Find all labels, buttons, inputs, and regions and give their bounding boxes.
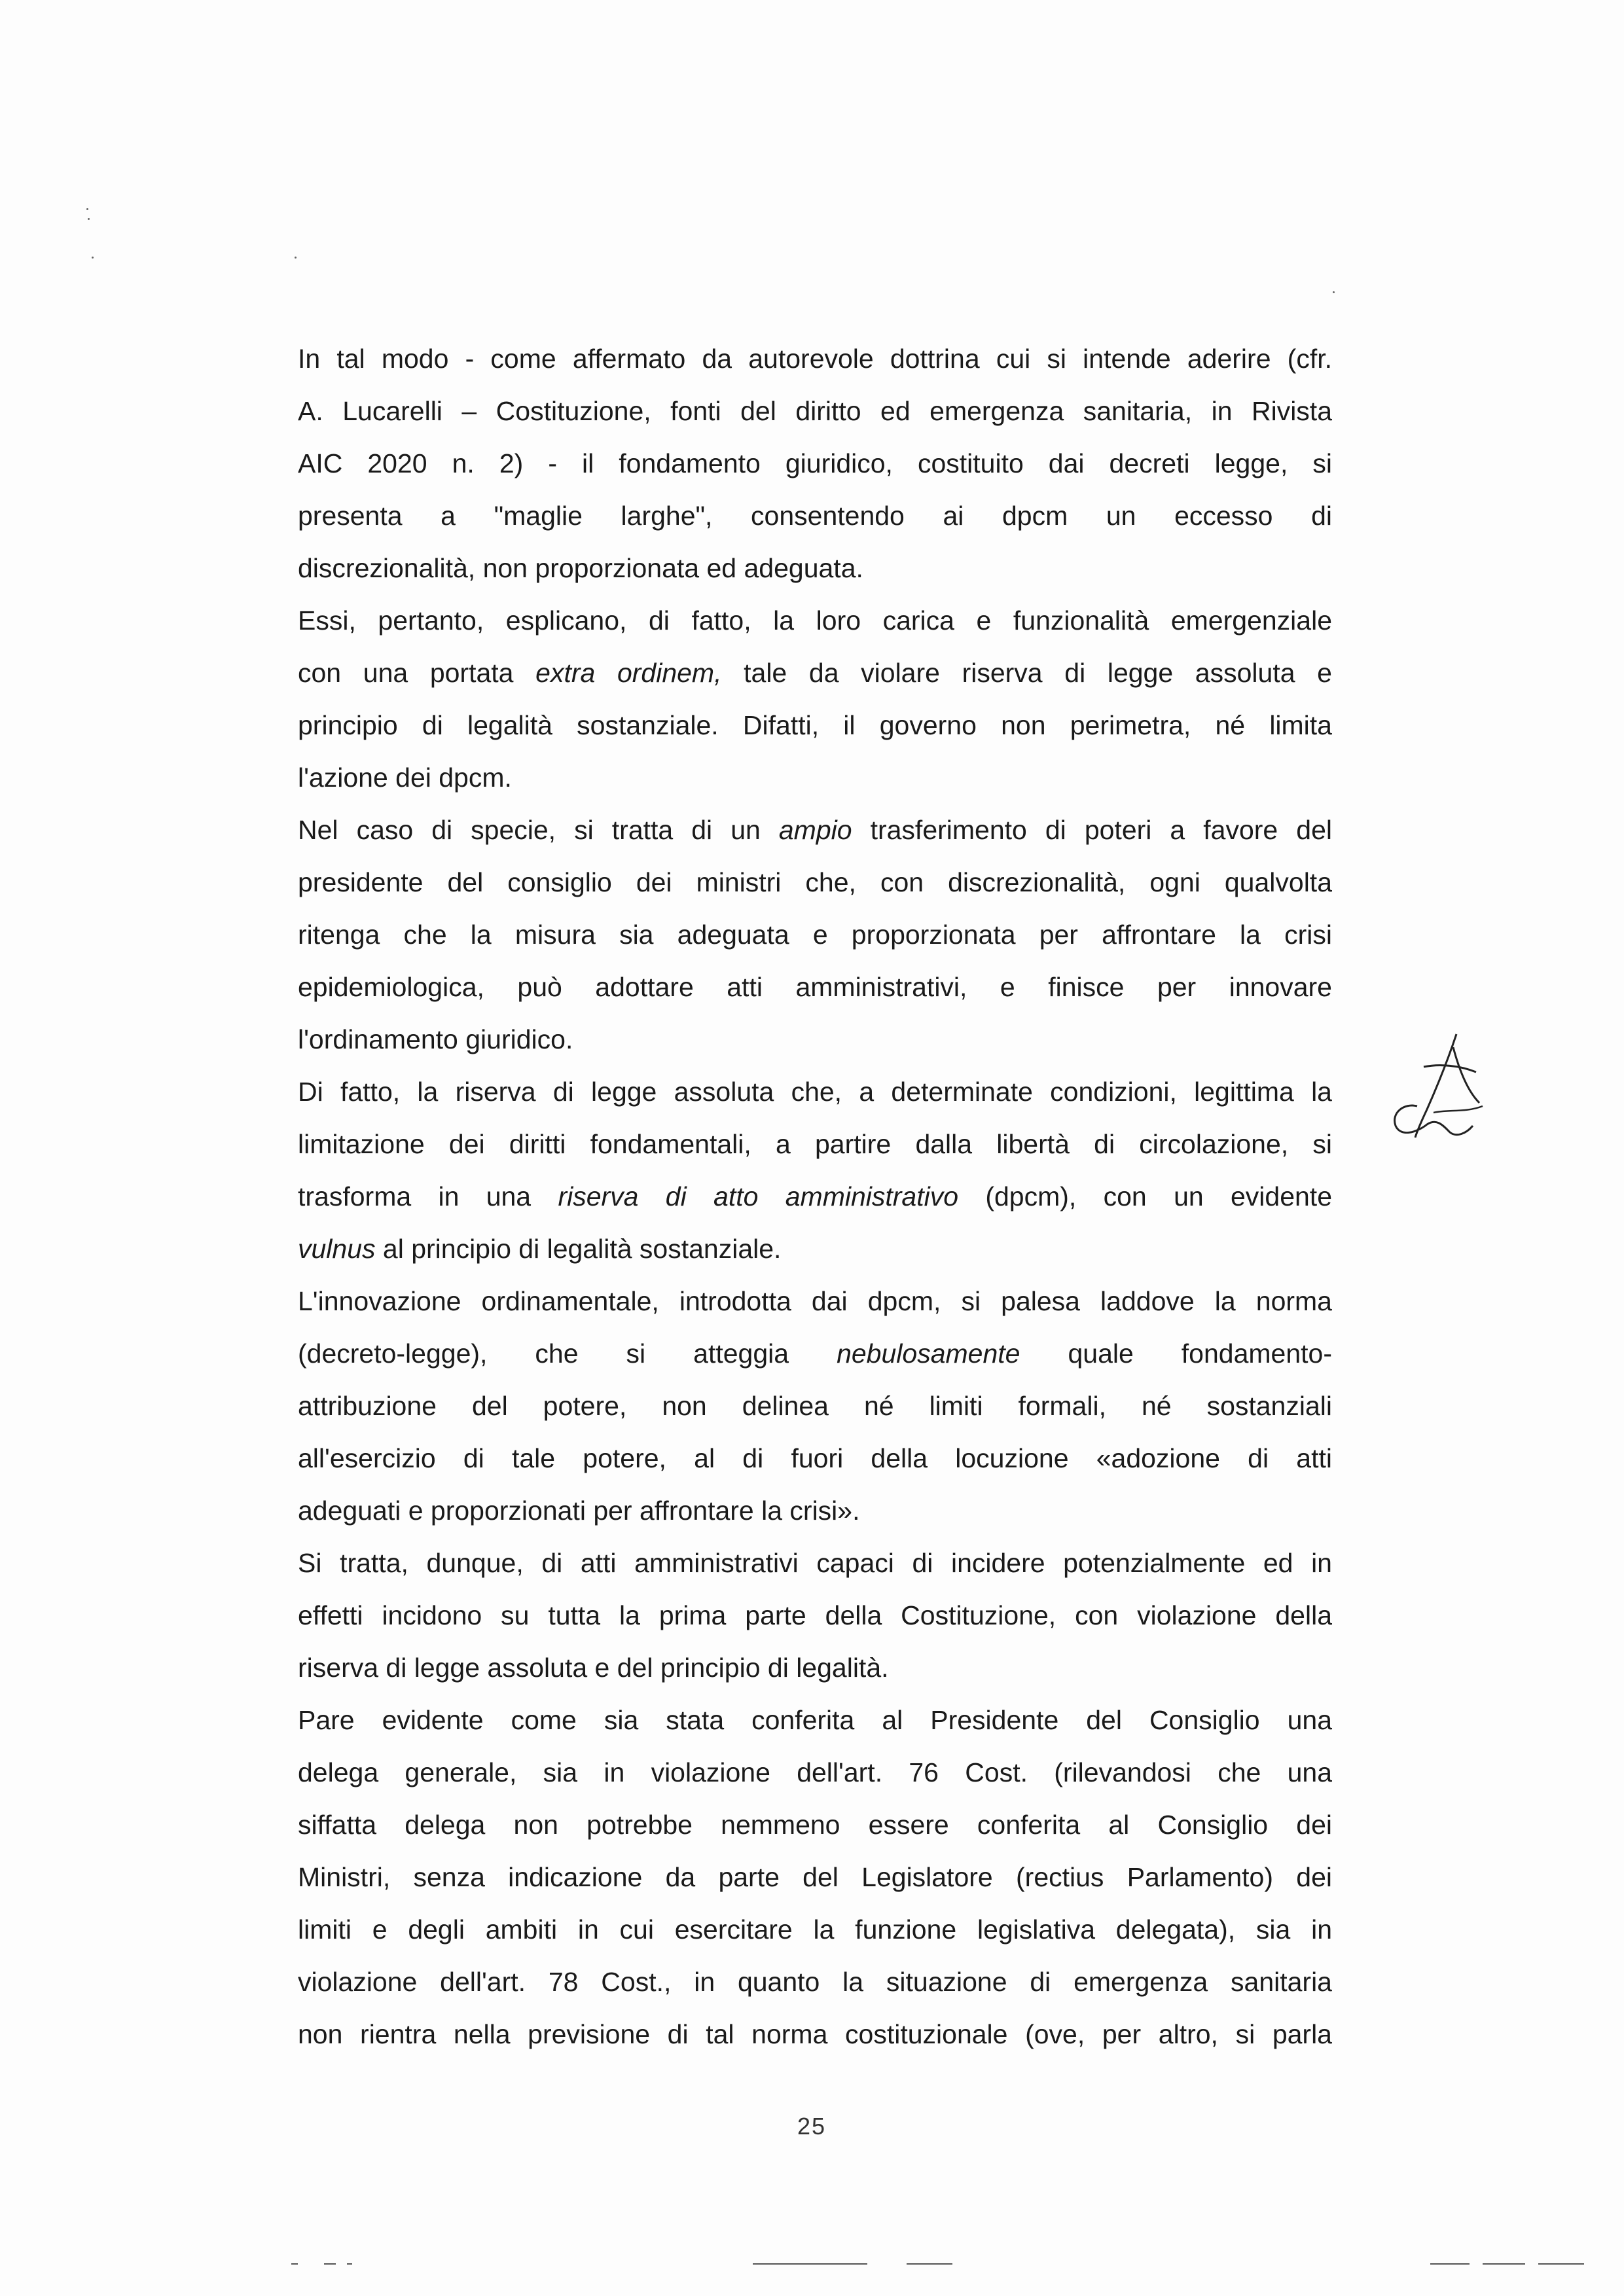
paragraph (298, 804, 1332, 1066)
text-run: al principio di legalità sostanziale. (375, 1234, 782, 1264)
text-line: ritenga che la misura sia adeguata e proporzionata per affrontare la crisi (298, 920, 1332, 950)
text-run: quale fondamento- (1020, 1338, 1332, 1369)
text-run: (decreto-legge), che si atteggia (298, 1338, 837, 1369)
text-run: (dpcm), con un evidente (958, 1181, 1332, 1211)
text-line: violazione dell'art. 78 Cost., in quanto la situazione di emergenza sanitaria (298, 1967, 1332, 1997)
text-line: presidente del consiglio dei ministri che, con discrezionalità, ogni qualvolta (298, 867, 1332, 897)
text-line: effetti incidono su tutta la prima parte della Costituzione, con violazione della (298, 1600, 1332, 1630)
text-line: Si tratta, dunque, di atti amministrativi capaci di incidere potenzialmente ed in (298, 1548, 1332, 1578)
text-line: non rientra nella previsione di tal norma costituzionale (ove, per altro, si parla (298, 2019, 1332, 2049)
text-line: L'innovazione ordinamentale, introdotta dai dpcm, si palesa laddove la norma (298, 1286, 1332, 1316)
text-line: principio di legalità sostanziale. Difatti, il governo non perimetra, né limita (298, 710, 1332, 740)
paragraph (298, 332, 1332, 594)
text-line: l'ordinamento giuridico. (298, 1024, 573, 1054)
italic-phrase: riserva di atto amministrativo (558, 1181, 959, 1211)
text-run: con una portata (298, 658, 536, 688)
scan-artifact-line (1538, 2263, 1584, 2265)
page-number: 25 (797, 2113, 827, 2140)
text-line: epidemiologica, può adottare atti amministrativi, e finisce per innovare (298, 972, 1332, 1002)
signature-mark (1388, 1028, 1486, 1152)
text-line: adeguati e proporzionati per affrontare la crisi». (298, 1496, 860, 1526)
paragraph (298, 1694, 1332, 2060)
text-line: attribuzione del potere, non delinea né limiti formali, né sostanziali (298, 1391, 1332, 1421)
text-line: Ministri, senza indicazione da parte del Legislatore (rectius Parlamento) dei (298, 1862, 1332, 1892)
text-line: In tal modo - come affermato da autorevole dottrina cui si intende aderire (cfr. (298, 344, 1332, 374)
scan-speck (295, 257, 297, 259)
text-line: delega generale, sia in violazione dell'art. 76 Cost. (rilevandosi che una (298, 1757, 1332, 1787)
text-run: Nel caso di specie, si tratta di un (298, 815, 779, 845)
text-line: A. Lucarelli – Costituzione, fonti del diritto ed emergenza sanitaria, in Rivista (298, 396, 1332, 426)
scan-artifact-line (291, 2263, 298, 2265)
paragraph (298, 1066, 1332, 1275)
text-run: trasforma in una (298, 1181, 558, 1211)
paragraph (298, 594, 1332, 804)
text-line (298, 1223, 1332, 1275)
italic-phrase: nebulosamente (837, 1338, 1020, 1369)
scan-artifact-line (753, 2263, 867, 2265)
scan-artifact-line (1430, 2263, 1470, 2265)
scan-artifact-line (1483, 2263, 1525, 2265)
italic-phrase: extra ordinem, (535, 658, 722, 688)
italic-phrase: vulnus (298, 1234, 376, 1264)
text-line: AIC 2020 n. 2) - il fondamento giuridico, costituito dai decreti legge, si (298, 448, 1332, 478)
text-line: Di fatto, la riserva di legge assoluta che, a determinate condizioni, legittima la (298, 1077, 1332, 1107)
text-run: tale da violare riserva di legge assoluta e (721, 658, 1332, 688)
text-line (298, 1327, 1332, 1380)
text-run: trasferimento di poteri a favore del (852, 815, 1332, 845)
scan-artifact-line (347, 2263, 352, 2265)
text-line: Essi, pertanto, esplicano, di fatto, la loro carica e funzionalità emergenziale (298, 605, 1332, 636)
scan-artifact-line (324, 2263, 336, 2265)
scan-speck (1333, 291, 1335, 293)
text-line: Pare evidente come sia stata conferita al Presidente del Consiglio una (298, 1705, 1332, 1735)
text-line: l'azione dei dpcm. (298, 762, 512, 793)
text-line: limiti e degli ambiti in cui esercitare la funzione legislativa delegata), sia in (298, 1914, 1332, 1945)
text-line (298, 804, 1332, 856)
paragraph (298, 1275, 1332, 1537)
text-line: limitazione dei diritti fondamentali, a partire dalla libertà di circolazione, si (298, 1129, 1332, 1159)
paragraph (298, 1537, 1332, 1694)
scan-speck (88, 218, 90, 220)
scan-speck (92, 257, 94, 259)
italic-phrase: ampio (778, 815, 852, 845)
scan-artifact-line (907, 2263, 952, 2265)
body-text (298, 332, 1332, 2060)
scan-speck (86, 208, 88, 210)
text-line (298, 647, 1332, 699)
text-line: discrezionalità, non proporzionata ed adeguata. (298, 553, 863, 583)
text-line: riserva di legge assoluta e del principio di legalità. (298, 1653, 889, 1683)
text-line: presenta a "maglie larghe", consentendo ai dpcm un eccesso di (298, 501, 1332, 531)
text-line: siffatta delega non potrebbe nemmeno essere conferita al Consiglio dei (298, 1810, 1332, 1840)
text-line (298, 1170, 1332, 1223)
text-line: all'esercizio di tale potere, al di fuori della locuzione «adozione di atti (298, 1443, 1332, 1473)
